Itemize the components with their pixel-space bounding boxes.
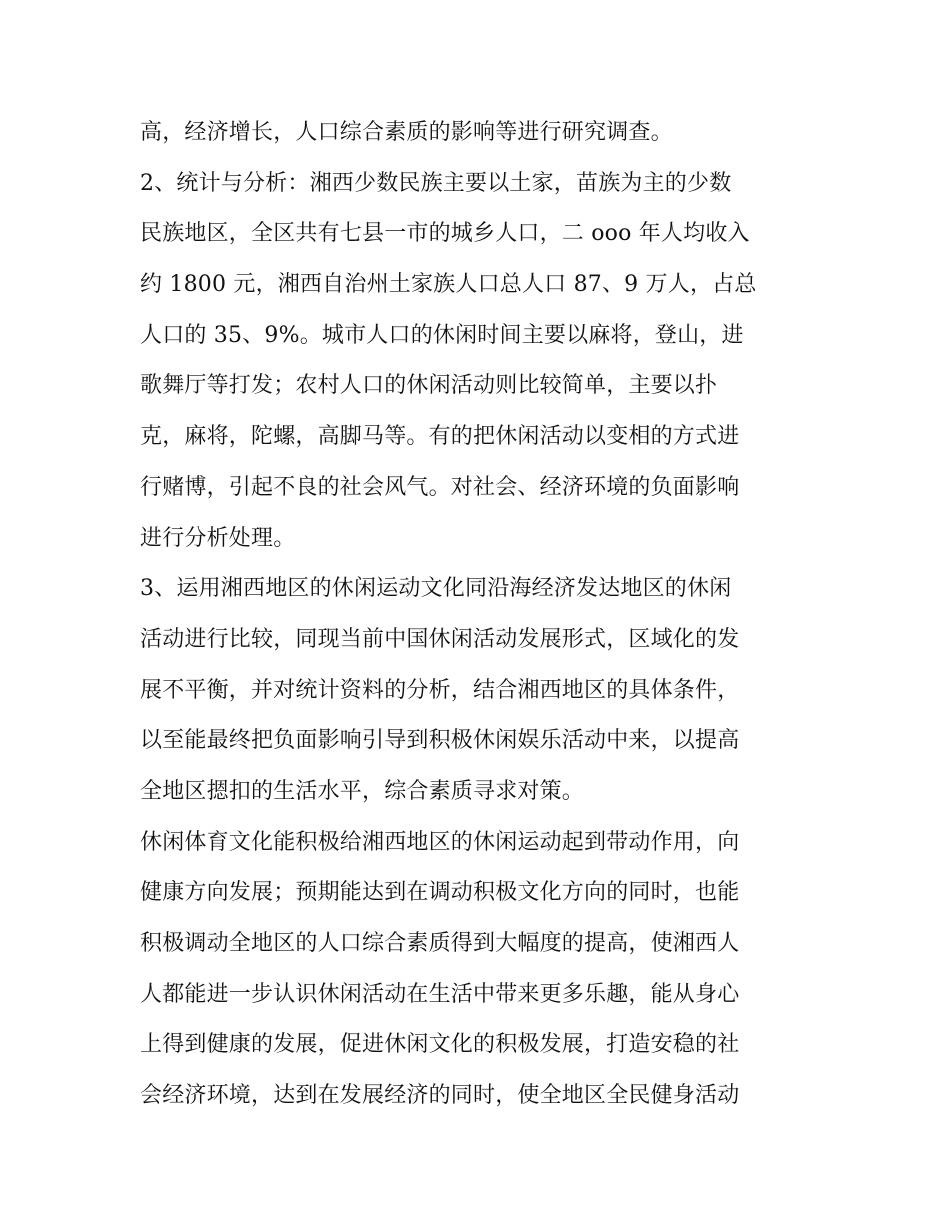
text-line: 会经济环境，达到在发展经济的同时，使全地区全民健身活动 [140,1083,740,1109]
text-line: 全地区摁扣的生活水平，综合素质寻求对策。 [140,778,585,804]
text-line: 休闲体育文化能积极给湘西地区的休闲运动起到带动作用，向 [140,829,740,855]
text-line: 进行分析处理。 [140,525,296,551]
body-text [140,108,820,1122]
text-line: 2、统计与分析：湘西少数民族主要以土家，苗族为主的少数 [140,170,732,196]
text-line: 歌舞厅等打发；农村人口的休闲活动则比较简单，主要以扑 [140,373,718,399]
text-line: 约 1800 元，湘西自治州土家族人口总人口 87、9 万人，占总 [140,272,757,298]
text-line: 上得到健康的发展，促进休闲文化的积极发展，打造安稳的社 [140,1032,740,1058]
text-line: 积极调动全地区的人口综合素质得到大幅度的提高，使湘西人 [140,931,740,956]
text-line: 健康方向发展；预期能达到在调动积极文化方向的同时，也能 [140,880,740,906]
text-line: 民族地区，全区共有七县一市的城乡人口，二 ooo 年人均收入 [140,221,750,247]
text-line: 以至能最终把负面影响引导到积极休闲娱乐活动中来，以提高 [140,728,740,754]
text-line: 人口的 35、9%。城市人口的休闲时间主要以麻将，登山，进 [140,322,744,348]
text-line: 展不平衡，并对统计资料的分析，结合湘西地区的具体条件， [140,677,740,703]
text-line: 行赌博，引起不良的社会风气。对社会、经济环境的负面影响 [140,474,740,500]
text-line: 活动进行比较，同现当前中国休闲活动发展形式，区域化的发 [140,626,740,652]
text-line: 3、运用湘西地区的休闲运动文化同沿海经济发达地区的休闲 [140,576,732,602]
text-line: 克，麻将，陀螺，高脚马等。有的把休闲活动以变相的方式进 [140,424,740,450]
text-line: 人都能进一步认识休闲活动在生活中带来更多乐趣，能从身心 [140,981,740,1007]
text-line: 高，经济增长，人口综合素质的影响等进行研究调查。 [140,120,673,145]
